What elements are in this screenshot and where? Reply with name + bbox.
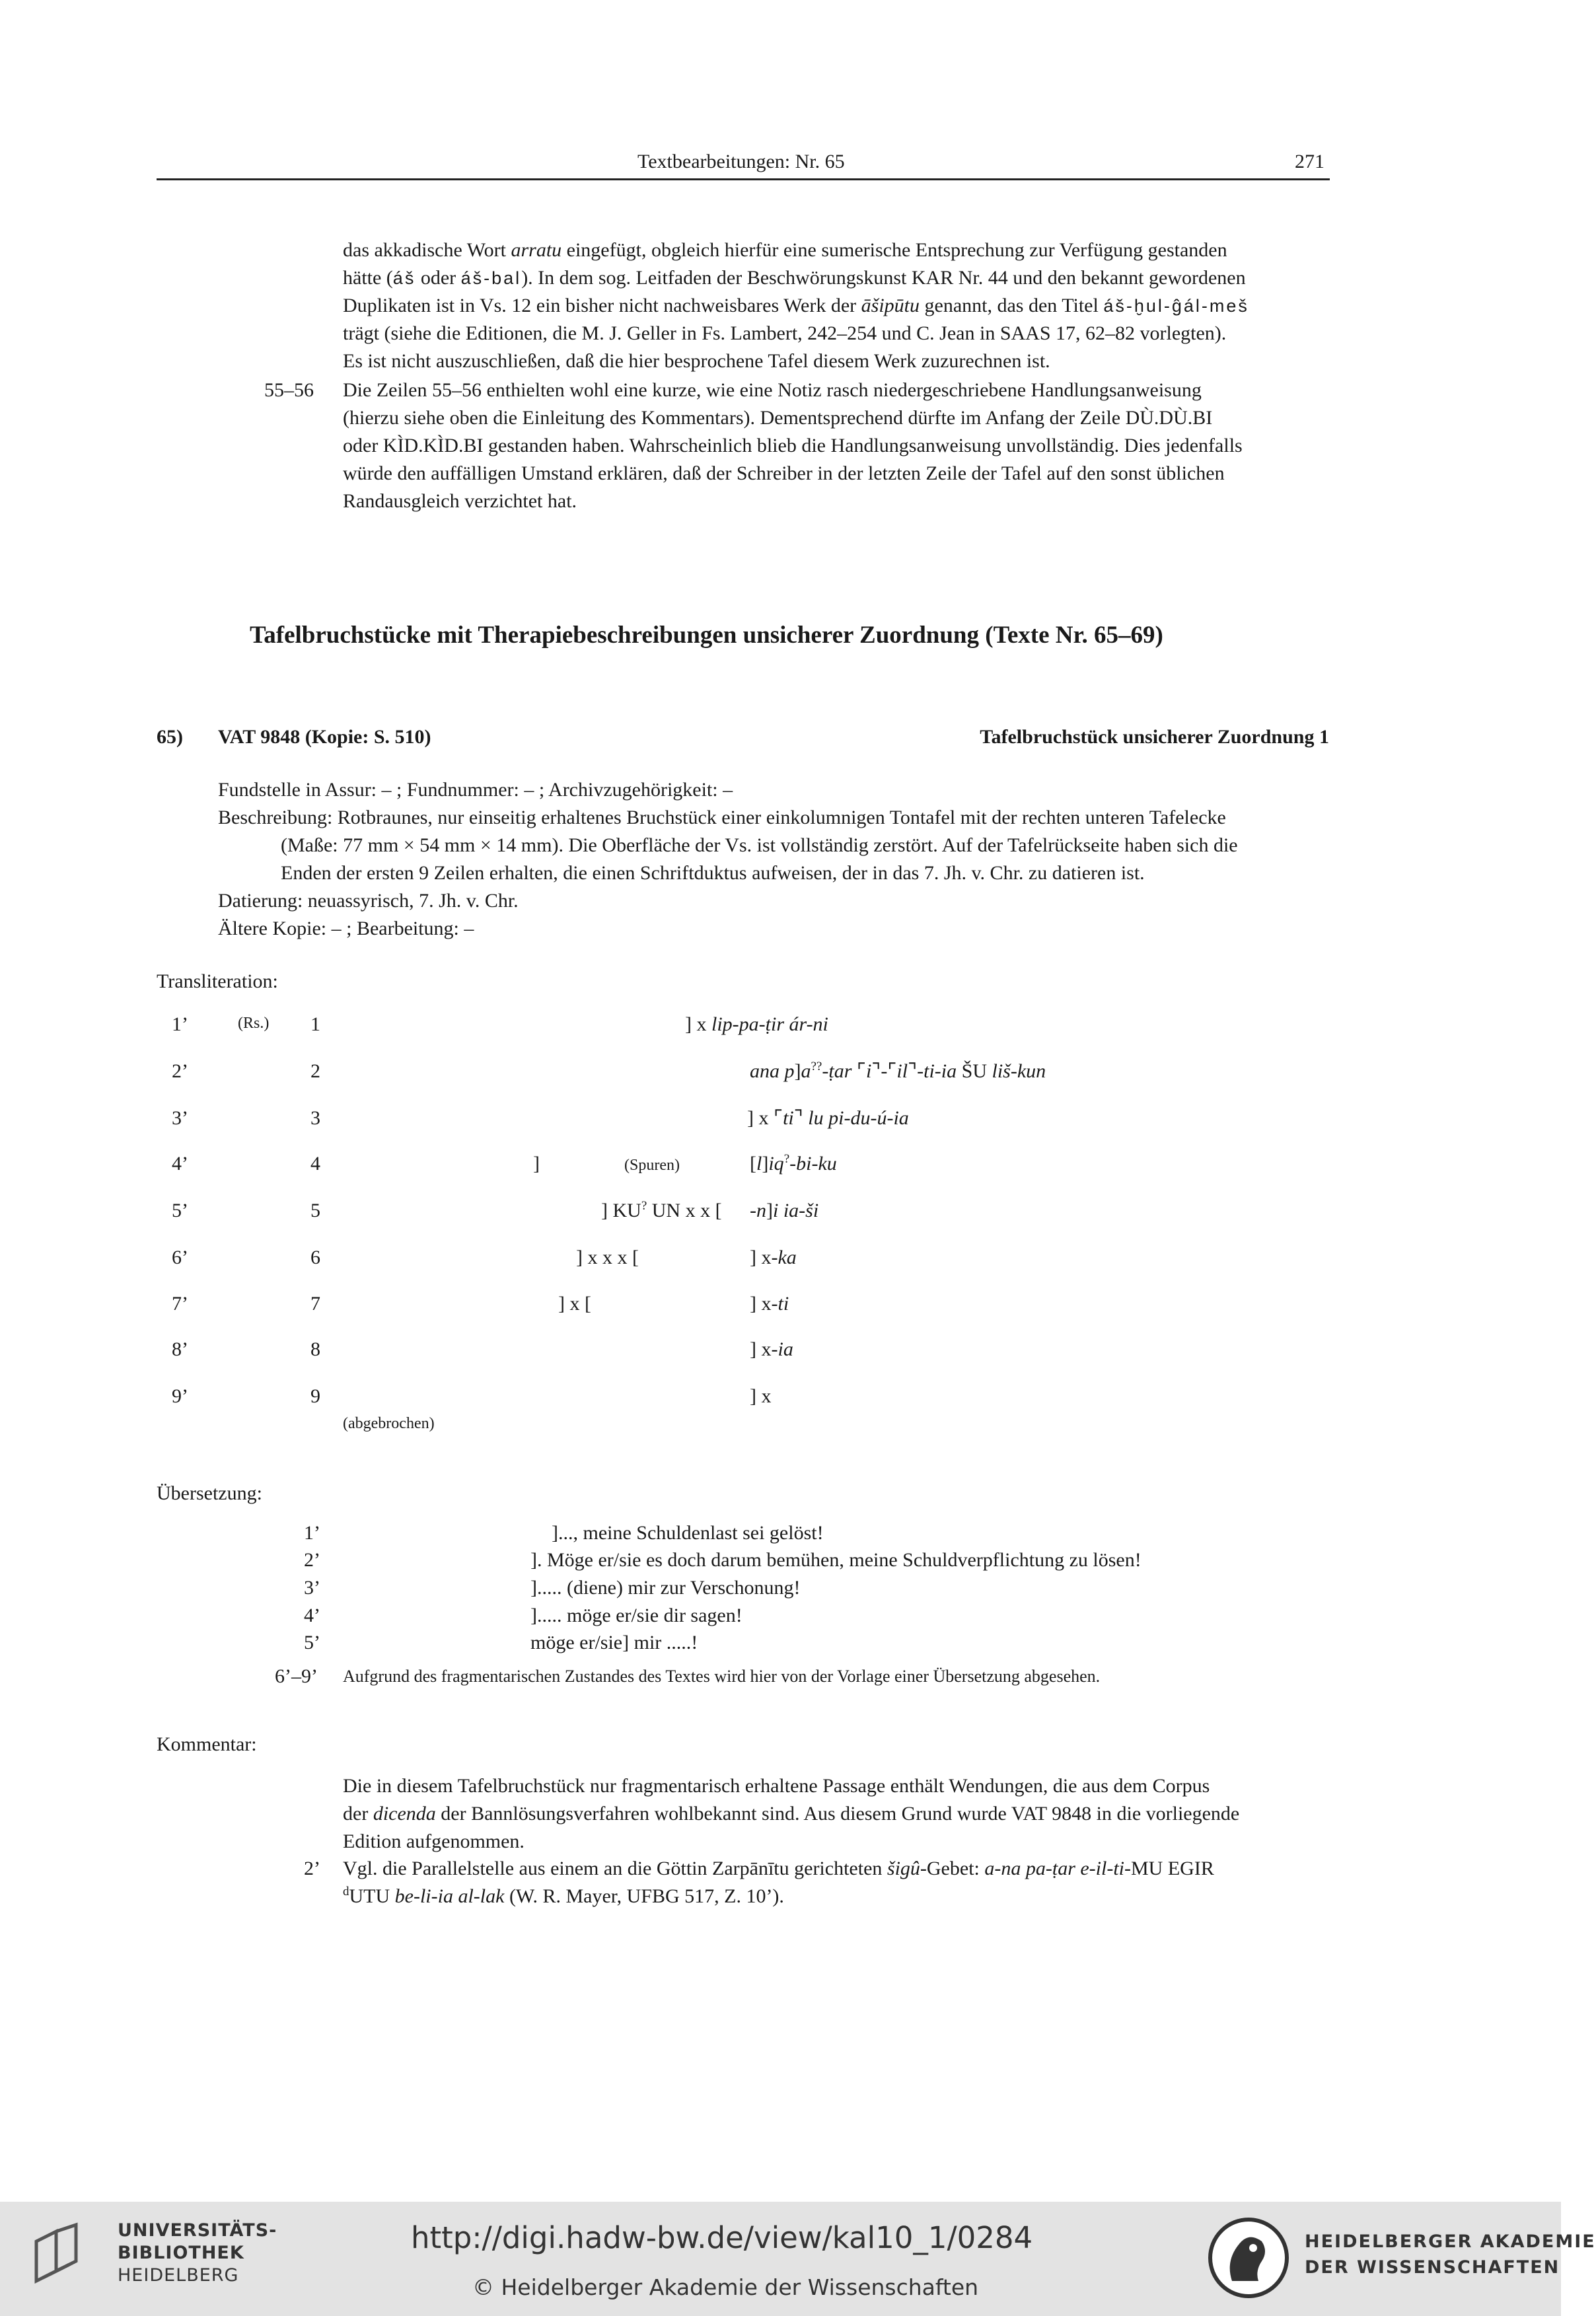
transliteration-text-seg: ] x- [750, 1247, 778, 1268]
line-number: 5 [310, 1200, 320, 1221]
commentary-line-seg: āšipūtu [861, 295, 920, 316]
transliteration-text [601, 1197, 722, 1225]
line-number-primed: 5’ [172, 1200, 188, 1221]
commentary-line-seg: oder [416, 267, 461, 289]
transliteration-text [624, 1154, 680, 1176]
translation-text: ]..... möge er/sie dir sagen! [530, 1605, 743, 1626]
transliteration-text-seg: ⌝ [793, 1107, 809, 1129]
transliteration-text [685, 1011, 828, 1038]
transliteration-text-seg: ] [794, 1060, 801, 1082]
transliteration-text-seg: ] x- [750, 1338, 778, 1360]
transliteration-heading: Transliteration: [157, 970, 278, 992]
line-number-primed: 8’ [172, 1338, 188, 1360]
transliteration-text [750, 1058, 1046, 1085]
line-number: 4 [310, 1153, 320, 1175]
transliteration-text-seg: ia [778, 1338, 793, 1360]
translation-line-number: 1’ [304, 1522, 320, 1544]
commentary-text [343, 1828, 525, 1856]
commentary-text [343, 1800, 1239, 1828]
header-rule [157, 178, 1330, 180]
transliteration-text-seg: ? [783, 1152, 790, 1166]
line-number-primed: 9’ [172, 1385, 188, 1407]
transliteration-text-seg: (Spuren) [624, 1157, 680, 1174]
transliteration-text-seg: ] [766, 1200, 773, 1221]
line-number-primed: 1’ [172, 1013, 188, 1035]
transliteration-text-seg: ] x- [750, 1293, 778, 1315]
note-line: oder KÌD.KÌD.BI gestanden haben. Wahrscheinlich blieb die Handlungsanweisung unvollständig. Dies jedenfalls [343, 435, 1243, 456]
entry-id: VAT 9848 (Kopie: S. 510) [218, 726, 431, 748]
translation-line-number: 5’ [304, 1632, 320, 1653]
commentary-text-seg: Edition aufgenommen. [343, 1830, 525, 1852]
commentary-line-seg: ). In dem sog. Leitfaden der Beschwörungskunst KAR Nr. 44 und den bekannt gewordenen [521, 267, 1246, 289]
commentary-text-seg: der [343, 1803, 373, 1825]
meta-line: Fundstelle in Assur: – ; Fundnummer: – ; Archivzugehörigkeit: – [218, 779, 733, 801]
transliteration-text-seg: iq [768, 1153, 784, 1175]
translation-line-number: 3’ [304, 1577, 320, 1599]
library-name-line2: BIBLIOTHEK [118, 2243, 244, 2263]
library-books-icon [30, 2222, 109, 2288]
page-number: 271 [1295, 151, 1324, 172]
commentary-line-seg: áš-bal [460, 268, 522, 288]
translation-text: ]. Möge er/sie es doch darum bemühen, meine Schuldverpflichtung zu lösen! [530, 1549, 1142, 1571]
note-label-55-56: 55–56 [264, 379, 314, 401]
commentary-line-seg: trägt (siehe die Editionen, die M. J. Geller in Fs. Lambert, 242–254 und C. Jean in SAAS 17, 62–82 vorlegten). [343, 322, 1227, 344]
commentary-heading: Kommentar: [157, 1733, 257, 1755]
transliteration-text-seg: a [801, 1060, 811, 1082]
commentary-note-text [343, 1883, 784, 1910]
footer-bar [0, 2202, 1596, 2316]
entry-number: 65) [157, 726, 183, 748]
translation-range-note: Aufgrund des fragmentarischen Zustandes des Textes wird hier von der Vorlage einer Übersetzung abgesehen. [343, 1667, 1101, 1686]
broken-note: (abgebrochen) [343, 1415, 435, 1432]
transliteration-text-seg: ? [641, 1199, 647, 1213]
academy-name-line2: DER WISSENSCHAFTEN [1305, 2257, 1560, 2278]
transliteration-text [750, 1197, 818, 1225]
academy-name-line1: HEIDELBERGER AKADEMIE [1305, 2231, 1596, 2252]
note-line: Die Zeilen 55–56 enthielten wohl eine kurze, wie eine Notiz rasch niedergeschriebene Handlungsanweisung [343, 379, 1202, 401]
line-number: 6 [310, 1247, 320, 1268]
permalink[interactable]: http://digi.hadw-bw.de/view/kal10_1/0284 [411, 2220, 1033, 2255]
library-name-line3: HEIDELBERG [118, 2265, 239, 2286]
transliteration-text-seg: l [756, 1153, 762, 1175]
transliteration-text-seg: ŠU [961, 1060, 992, 1082]
translation-text: möge er/sie] mir .....! [530, 1632, 698, 1653]
transliteration-text-seg: [ [750, 1153, 756, 1175]
commentary-line [343, 292, 1249, 320]
commentary-line-seg: Es ist nicht auszuschließen, daß die hier besprochene Tafel diesem Werk zuzurechnen ist. [343, 350, 1050, 372]
commentary-line-seg: arratu [511, 239, 562, 261]
transliteration-text-seg: i [865, 1060, 872, 1082]
transliteration-text-seg: -n [750, 1200, 766, 1221]
transliteration-text [750, 1336, 793, 1363]
commentary-line [343, 320, 1226, 347]
line-number: 8 [310, 1338, 320, 1360]
transliteration-text-seg: ?? [811, 1060, 822, 1073]
transliteration-text-seg: ] x [750, 1385, 772, 1407]
transliteration-text-seg: ti [783, 1107, 794, 1129]
transliteration-text-seg: UN x x [ [647, 1200, 722, 1221]
transliteration-text [750, 1244, 797, 1272]
academy-seal-icon [1206, 2215, 1291, 2301]
note-line: (hierzu siehe oben die Einleitung des Kommentars). Dementsprechend dürfte im Anfang der Zeile DÙ.DÙ.BI [343, 407, 1213, 429]
commentary-line-seg: áš-ḫul-ĝál-meš [1103, 296, 1249, 316]
commentary-text [343, 1772, 1210, 1800]
entry-right-title: Tafelbruchstück unsicherer Zuordnung 1 [980, 726, 1329, 748]
commentary-line-seg: eingefügt, obgleich hierfür eine sumerische Entsprechung zur Verfügung gestanden [562, 239, 1227, 261]
line-number-primed: 6’ [172, 1247, 188, 1268]
commentary-note-text-seg: -MU EGIR [1124, 1858, 1214, 1879]
transliteration-text-seg: il [896, 1060, 908, 1082]
commentary-line-seg: genannt, das den Titel [920, 295, 1104, 316]
meta-line: Ältere Kopie: – ; Bearbeitung: – [218, 918, 474, 939]
transliteration-text-seg: ] [533, 1153, 540, 1175]
commentary-note-text [343, 1855, 1214, 1883]
line-number-primed: 7’ [172, 1293, 188, 1315]
transliteration-text-seg: ] x [685, 1013, 711, 1035]
commentary-text-seg: Die in diesem Tafelbruchstück nur fragmentarisch erhaltene Passage enthält Wendungen, die aus dem Corpus [343, 1775, 1210, 1797]
transliteration-text [533, 1150, 540, 1178]
meta-line: Datierung: neuassyrisch, 7. Jh. v. Chr. [218, 890, 519, 912]
meta-line: Enden der ersten 9 Zeilen erhalten, die einen Schriftduktus aufweisen, der in das 7. Jh. v. Chr. zu datieren ist. [281, 862, 1145, 884]
transliteration-text-seg: i ia-ši [773, 1200, 819, 1221]
commentary-note-text-seg: be-li-ia al-lak [394, 1885, 505, 1907]
transliteration-text-seg: ] x [ [558, 1293, 591, 1315]
transliteration-text-seg: -bi-ku [789, 1153, 837, 1175]
transliteration-text-seg: liš-kun [992, 1060, 1046, 1082]
transliteration-text-seg: ana p [750, 1060, 795, 1082]
line-number: 1 [310, 1013, 320, 1035]
library-name-line1: UNIVERSITÄTS- [118, 2220, 277, 2241]
commentary-note-text-seg: šigû [887, 1858, 920, 1879]
translation-line-number: 4’ [304, 1605, 320, 1626]
side-label: (Rs.) [238, 1015, 270, 1032]
transliteration-text-seg: ⌜ [856, 1060, 866, 1082]
meta-line: Beschreibung: Rotbraunes, nur einseitig erhaltenes Bruchstück einer einkolumnigen Tontafel mit der rechten unteren Tafelecke [218, 807, 1226, 828]
transliteration-text [576, 1244, 639, 1272]
transliteration-text [558, 1290, 591, 1318]
transliteration-text [750, 1150, 837, 1178]
line-number-primed: 4’ [172, 1153, 188, 1175]
transliteration-text-seg: -ṭar [822, 1060, 857, 1082]
transliteration-text [750, 1383, 772, 1410]
note-line: würde den auffälligen Umstand erklären, daß der Schreiber in der letzten Zeile der Tafel auf den sonst üblichen [343, 462, 1225, 484]
note-line: Randausgleich verzichtet hat. [343, 490, 577, 512]
commentary-line [343, 347, 1050, 375]
line-number-primed: 3’ [172, 1107, 188, 1129]
transliteration-text-seg: ti [778, 1293, 789, 1315]
transliteration-text-seg: lip-pa-ṭir ár-ni [711, 1013, 828, 1035]
transliteration-text-seg: ⌝-⌜ [871, 1060, 897, 1082]
line-number: 9 [310, 1385, 320, 1407]
transliteration-text-seg: ka [778, 1247, 797, 1268]
commentary-line-seg: hätte ( [343, 267, 393, 289]
meta-line: (Maße: 77 mm × 54 mm × 14 mm). Die Oberfläche der Vs. ist vollständig zerstört. Auf der Tafelrückseite haben sich die [281, 834, 1238, 856]
commentary-note-label: 2’ [304, 1858, 320, 1879]
commentary-note-text-seg: UTU [349, 1885, 395, 1907]
line-number-primed: 2’ [172, 1060, 188, 1082]
commentary-note-text-seg: d [343, 1885, 349, 1899]
transliteration-text [750, 1290, 789, 1318]
translation-heading: Übersetzung: [157, 1482, 262, 1504]
transliteration-text-seg: ] KU [601, 1200, 641, 1221]
commentary-text-seg: der Bannlösungsverfahren wohlbekannt sind. Aus diesem Grund wurde VAT 9848 in die vorliegende [435, 1803, 1240, 1825]
commentary-note-text-seg: -Gebet: [920, 1858, 985, 1879]
line-number: 7 [310, 1293, 320, 1315]
transliteration-text-seg: ] x x x [ [576, 1247, 639, 1268]
commentary-text-seg: dicenda [373, 1803, 436, 1825]
transliteration-text [747, 1104, 909, 1132]
running-title: Textbearbeitungen: Nr. 65 [637, 151, 845, 172]
translation-text: ]..., meine Schuldenlast sei gelöst! [552, 1522, 824, 1544]
commentary-line [343, 236, 1227, 264]
transliteration-text-seg: ] x ⌜ [747, 1107, 783, 1129]
translation-range-label: 6’–9’ [275, 1665, 318, 1687]
commentary-note-text-seg: (W. R. Mayer, UFBG 517, Z. 10’). [504, 1885, 784, 1907]
transliteration-text-seg: lu pi-du-ú-ia [808, 1107, 909, 1129]
line-number: 2 [310, 1060, 320, 1082]
commentary-note-text-seg: Vgl. die Parallelstelle aus einem an die Göttin Zarpānītu gerichteten [343, 1858, 887, 1879]
commentary-line-seg: Duplikaten ist in Vs. 12 ein bisher nicht nachweisbares Werk der [343, 295, 861, 316]
line-number: 3 [310, 1107, 320, 1129]
transliteration-text-seg: ] [762, 1153, 769, 1175]
transliteration-text-seg: ⌝ [908, 1060, 918, 1082]
section-title: Tafelbruchstücke mit Therapiebeschreibungen unsicherer Zuordnung (Texte Nr. 65–69) [250, 622, 1163, 649]
copyright: © Heidelberger Akademie der Wissenschaften [472, 2274, 979, 2300]
transliteration-text-seg: -ti-ia [917, 1060, 962, 1082]
commentary-line-seg: das akkadische Wort [343, 239, 511, 261]
translation-line-number: 2’ [304, 1549, 320, 1571]
commentary-line [343, 264, 1246, 292]
commentary-line-seg: áš [392, 268, 416, 288]
commentary-note-text-seg: a-na pa-ṭar e-il-ti [984, 1858, 1125, 1879]
translation-text: ]..... (diene) mir zur Verschonung! [530, 1577, 801, 1599]
